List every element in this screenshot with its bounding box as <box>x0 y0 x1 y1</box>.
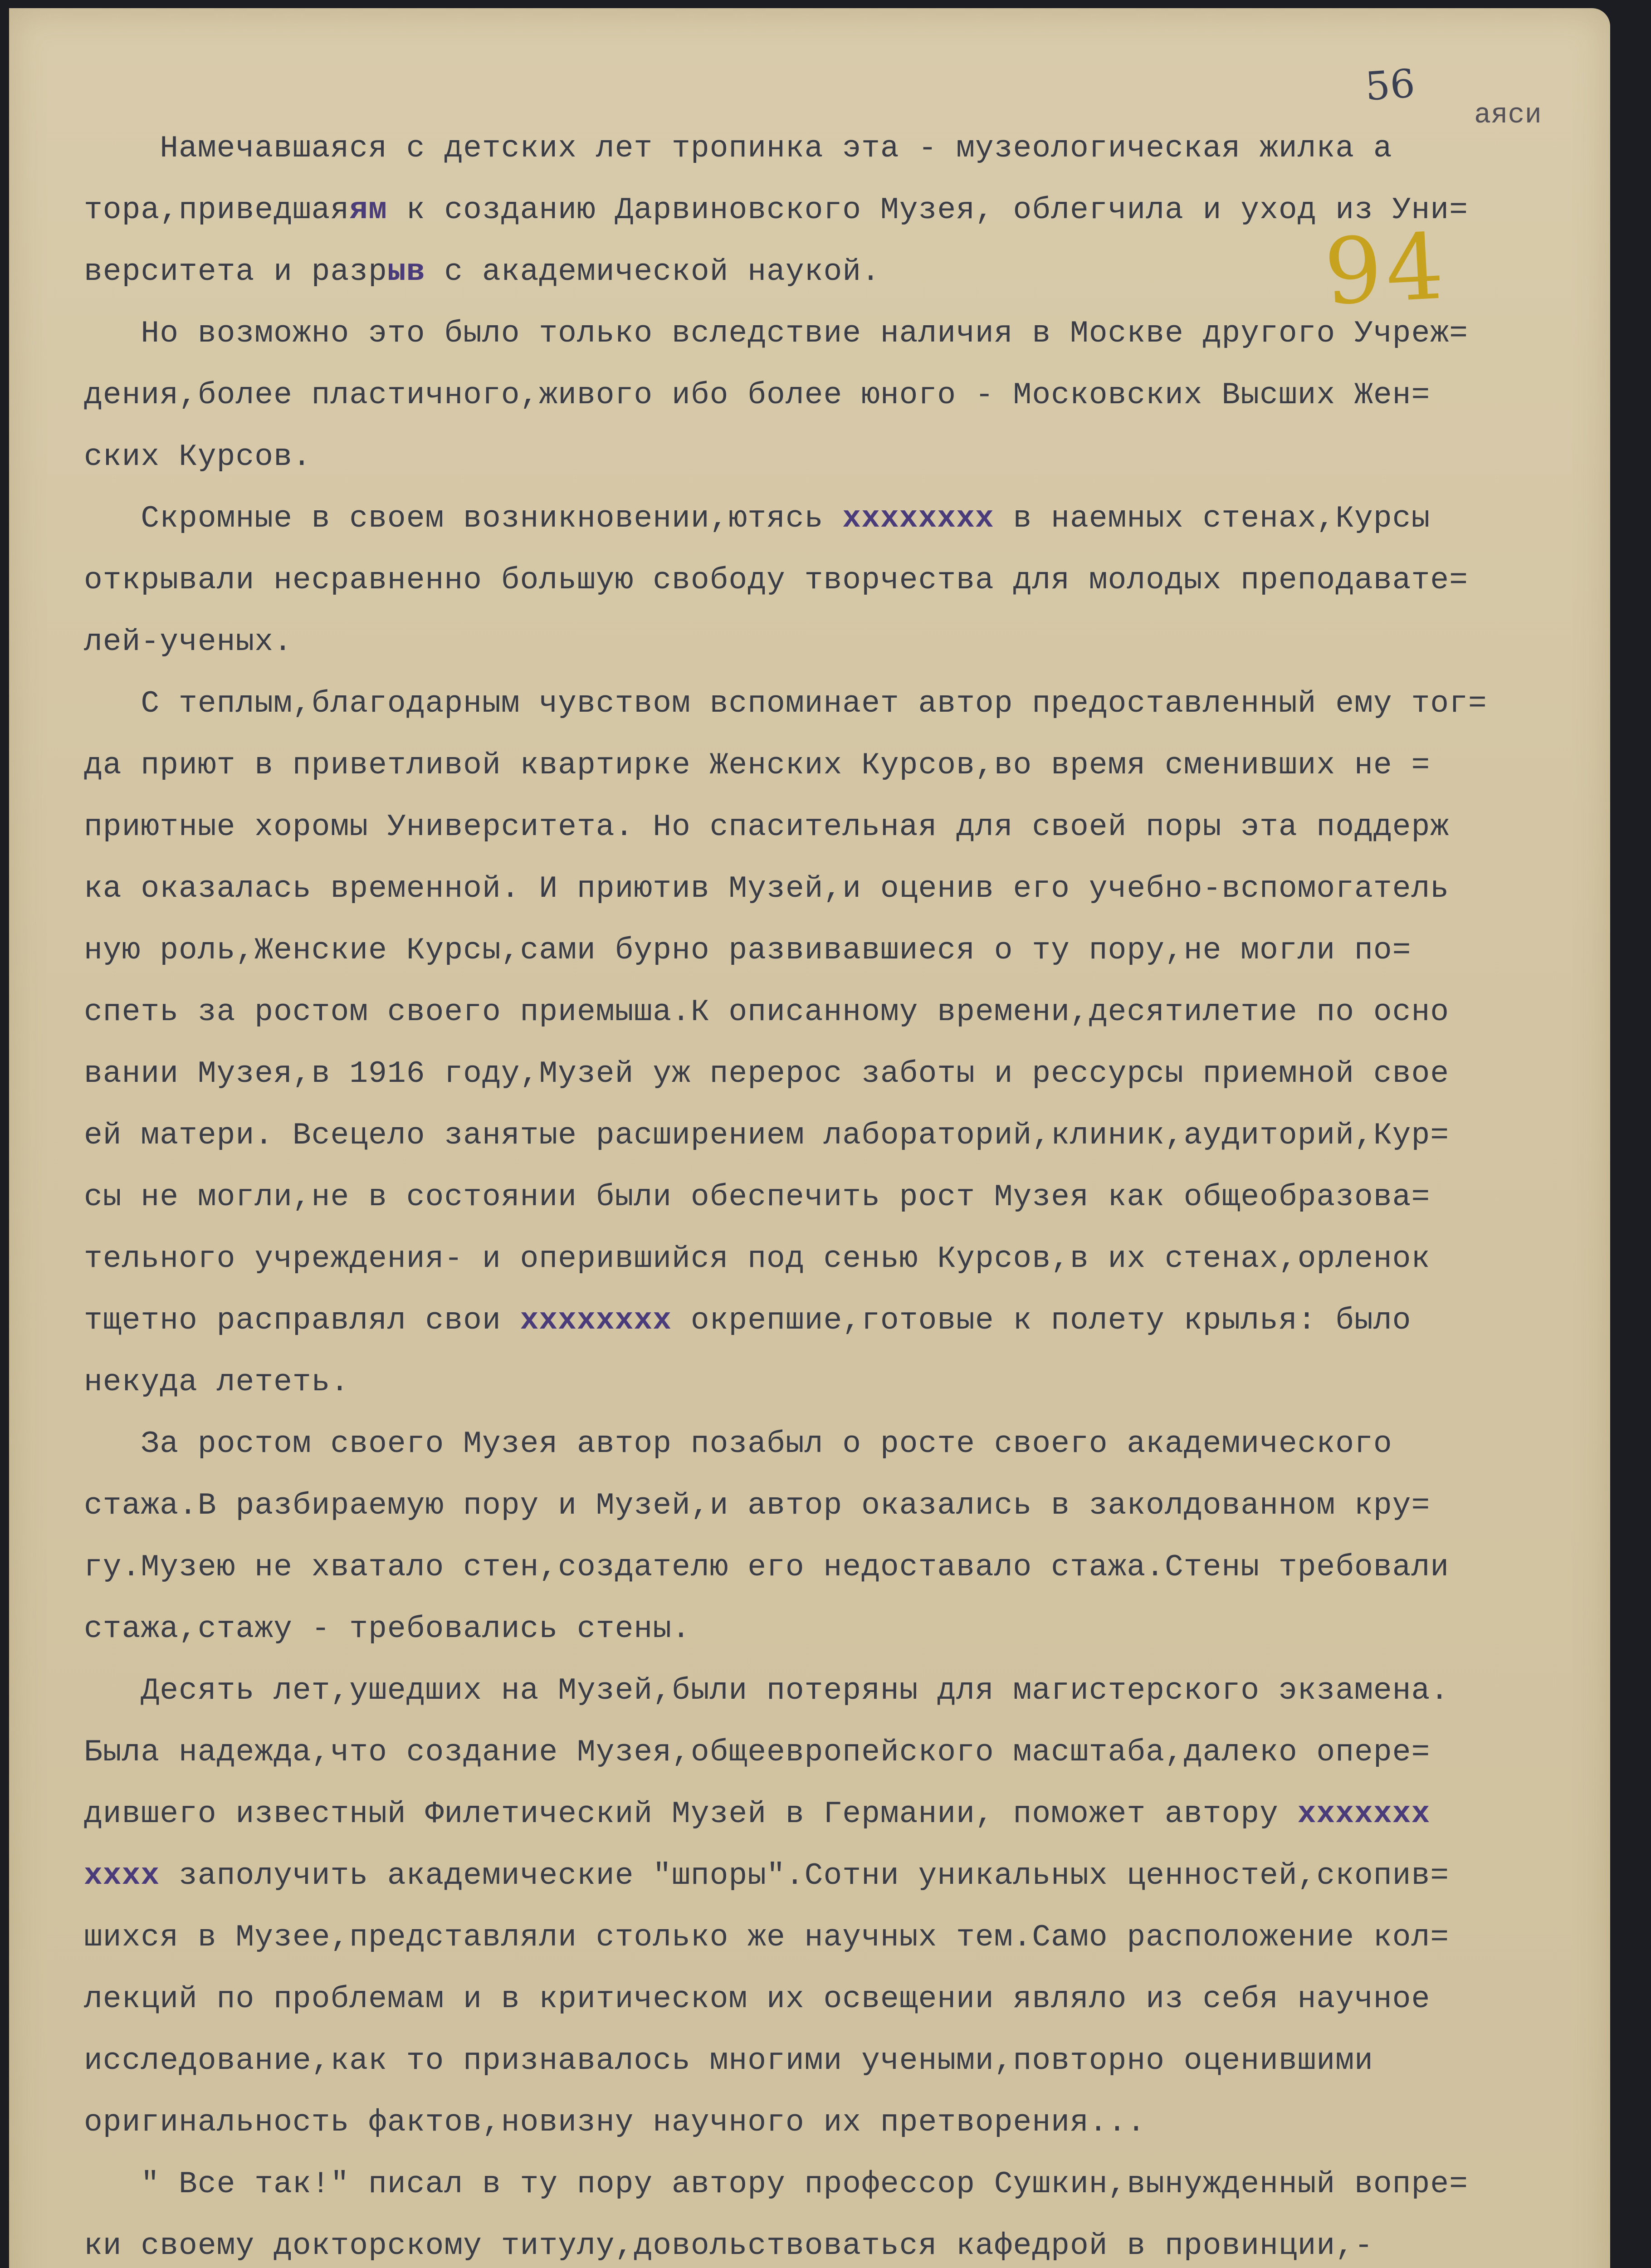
text-line <box>84 1660 1581 1722</box>
line-text: Была надежда,что создание Музея,общеевропейского масштаба,далеко опере= <box>84 1735 1431 1770</box>
struck-text: xxxx <box>84 1858 160 1893</box>
text-line <box>84 1845 1581 1907</box>
line-text: Намечавшаяся с детских лет тропинка эта - музеологическая жилка а <box>84 131 1392 166</box>
line-text-tail: с академической наукой. <box>425 254 880 289</box>
line-text: тельного учреждения- и оперившийся под сенью Курсов,в их стенах,орленок <box>84 1242 1431 1276</box>
line-text: С теплым,благодарным чувством вспоминает автор предоставленный ему тог= <box>84 686 1487 721</box>
text-line <box>84 2154 1581 2215</box>
text-line <box>84 426 1581 488</box>
text-line <box>84 1413 1581 1475</box>
text-line <box>84 858 1581 920</box>
text-line <box>84 797 1581 858</box>
line-text: ки своему докторскому титулу,довольствоваться кафедрой в провинции,- <box>84 2229 1373 2263</box>
line-text: тора,приведшая <box>84 193 350 228</box>
line-text: ских Курсов. <box>84 440 312 474</box>
corner-text: аяси <box>1474 99 1542 131</box>
text-line <box>84 241 1581 303</box>
line-text: Но возможно это было только вследствие наличия в Москве другого Учреж= <box>84 316 1468 351</box>
line-text: сы не могли,не в состоянии были обеспечить рост Музея как общеобразова= <box>84 1180 1431 1215</box>
line-text: ей матери. Всецело занятые расширением лабораторий,клиник,аудиторий,Кур= <box>84 1118 1450 1153</box>
line-text: исследование,как то признавалось многими учеными,повторно оценившими <box>84 2043 1373 2078</box>
line-text: дившего известный Филетический Музей в Германии, поможет автору <box>84 1797 1298 1832</box>
struck-text: ыв <box>387 254 425 289</box>
text-line <box>84 1598 1581 1660</box>
text-line <box>84 180 1581 241</box>
text-line <box>84 118 1581 180</box>
line-text: некуда лететь. <box>84 1365 350 1400</box>
text-line <box>84 488 1581 550</box>
line-text-tail: окрепшие,готовые к полету крылья: было <box>672 1303 1412 1338</box>
line-text: верситета и разр <box>84 254 387 289</box>
line-text: стажа,стажу - требовались стены. <box>84 1612 691 1647</box>
struck-text: ям <box>349 193 387 228</box>
text-line <box>84 982 1581 1043</box>
line-text: За ростом своего Музея автор позабыл о росте своего академического <box>84 1427 1392 1461</box>
line-text: Десять лет,ушедших на Музей,были потеряны для магистерского экзамена. <box>84 1673 1450 1708</box>
line-text: ка оказалась временной. И приютив Музей,и оценив его учебно-вспомогатель <box>84 871 1450 906</box>
line-text: открывали несравненно большую свободу творчества для молодых преподавате= <box>84 563 1468 598</box>
text-line <box>84 1475 1581 1537</box>
text-line <box>84 1907 1581 1969</box>
line-text-tail: к созданию Дарвиновского Музея, облегчила и уход из Уни= <box>387 193 1468 228</box>
text-line <box>84 1722 1581 1784</box>
line-text: лекций по проблемам и в критическом их освещении являло из себя научное <box>84 1982 1431 2017</box>
text-line <box>84 1228 1581 1290</box>
text-line <box>84 550 1581 611</box>
line-text: приютные хоромы Университета. Но спасительная для своей поры эта поддерж <box>84 810 1450 845</box>
text-line <box>84 365 1581 426</box>
line-text: оригинальность фактов,новизну научного их претворения... <box>84 2105 1146 2140</box>
text-line <box>84 920 1581 982</box>
text-line <box>84 1105 1581 1167</box>
line-text: спеть за ростом своего приемыша.К описанному времени,десятилетие по осно <box>84 995 1450 1030</box>
text-line <box>84 1043 1581 1105</box>
line-text: тщетно расправлял свои <box>84 1303 520 1338</box>
struck-text: xxxxxxxx <box>842 501 994 536</box>
text-line <box>84 1969 1581 2030</box>
line-text: гу.Музею не хватало стен,создателю его недоставало стажа.Стены требовали <box>84 1550 1450 1585</box>
text-line <box>84 673 1581 735</box>
typewritten-body <box>84 118 1581 2268</box>
struck-text: xxxxxxxx <box>520 1303 672 1338</box>
line-text: шихся в Музее,представляли столько же научных тем.Само расположение кол= <box>84 1920 1450 1955</box>
text-line <box>84 1290 1581 1352</box>
line-text: стажа.В разбираемую пору и Музей,и автор оказались в заколдованном кру= <box>84 1488 1431 1523</box>
page-number: 56 <box>1363 61 1417 110</box>
line-text-tail: заполучить академические "шпоры".Сотни уникальных ценностей,скопив= <box>160 1858 1450 1893</box>
text-line <box>84 2030 1581 2092</box>
line-text: Скромные в своем возникновении,ютясь <box>84 501 843 536</box>
text-line <box>84 2092 1581 2154</box>
text-line <box>84 735 1581 797</box>
text-line <box>84 1537 1581 1598</box>
line-text: дения,более пластичного,живого ибо более юного - Московских Высших Жен= <box>84 378 1431 413</box>
text-line <box>84 1352 1581 1413</box>
line-text: ную роль,Женские Курсы,сами бурно развивавшиеся о ту пору,не могли по= <box>84 933 1412 968</box>
text-line <box>84 1784 1581 1845</box>
line-text-tail: в наемных стенах,Курсы <box>994 501 1431 536</box>
line-text: лей-ученых. <box>84 625 293 660</box>
folio-mark: 94 <box>1322 214 1450 326</box>
line-text: вании Музея,в 1916 году,Музей уж перерос заботы и рессурсы приемной свое <box>84 1056 1450 1091</box>
text-line <box>84 611 1581 673</box>
line-text: " Все так!" писал в ту пору автору профессор Сушкин,вынужденный вопре= <box>84 2167 1468 2202</box>
line-text: да приют в приветливой квартирке Женских Курсов,во время сменивших не = <box>84 748 1431 783</box>
text-line <box>84 2215 1581 2268</box>
struck-text: xxxxxxx <box>1297 1797 1431 1832</box>
text-line <box>84 303 1581 365</box>
text-line <box>84 1167 1581 1228</box>
